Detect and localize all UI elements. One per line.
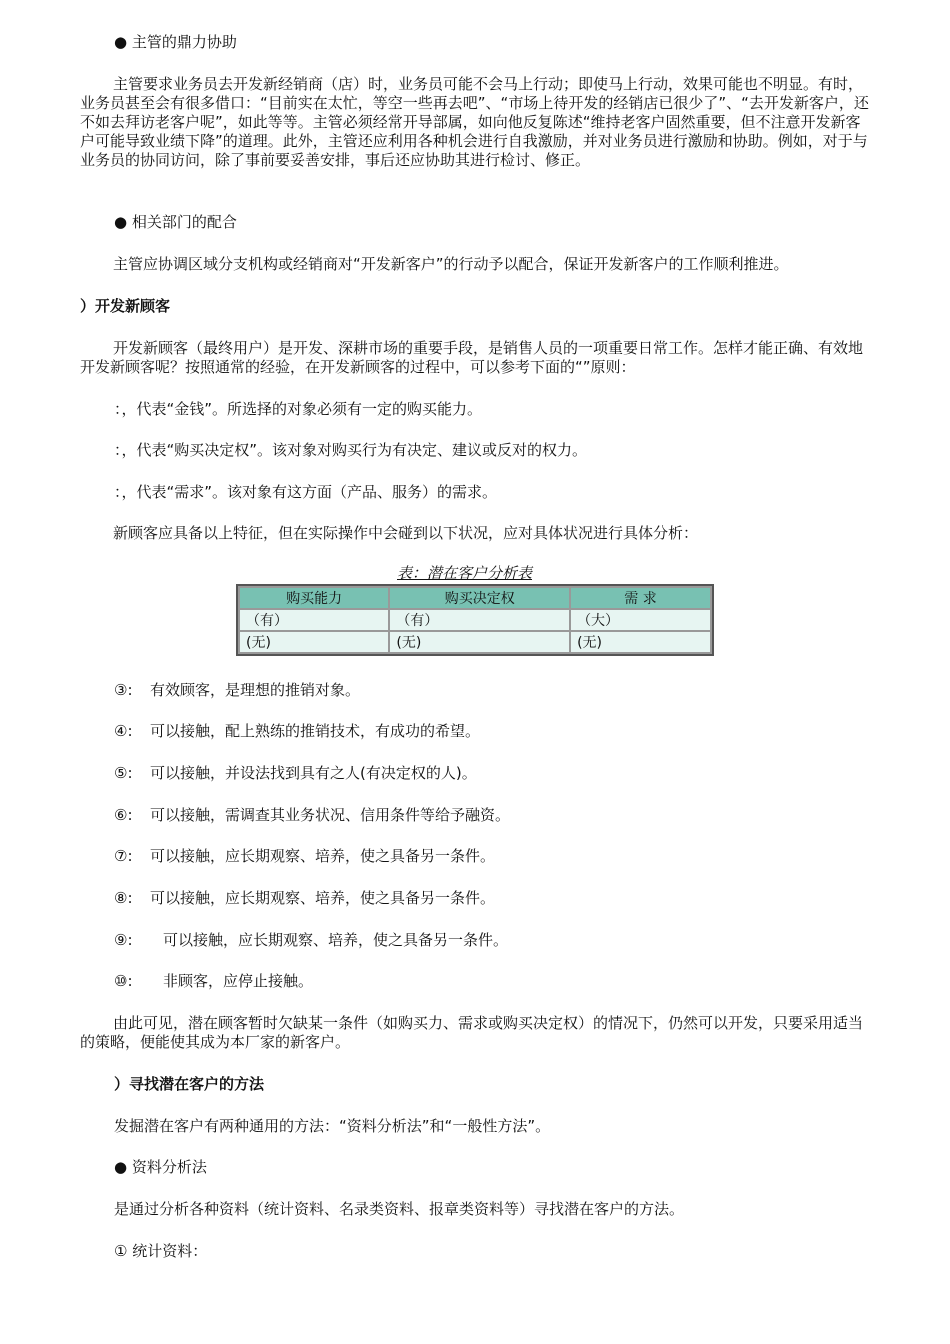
- paragraph-conclusion: 由此可见，潜在顾客暂时欠缺某一条件（如购买力、需求或购买决定权）的情况下，仍然可以开发，只要采用适当的策略，便能使其成为本厂家的新客户。: [80, 1014, 864, 1051]
- case-text: 可以接触，应长期观察、培养，使之具备另一条件。: [150, 889, 496, 907]
- case-number: ⑨:: [114, 931, 133, 949]
- heading-develop-new-customers: ）开发新顾客: [80, 297, 171, 315]
- paragraph-data-analysis-desc: 是通过分析各种资料（统计资料、名录类资料、报章类资料等）寻找潜在客户的方法。: [114, 1200, 685, 1218]
- case-text: 非顾客，应停止接触。: [163, 972, 314, 990]
- bullet-supervisor-assist: ● 主管的鼎力协助: [114, 33, 237, 51]
- table-cell: （有）: [390, 610, 569, 630]
- case-text: 可以接触，并设法找到具有之人(有决定权的人)。: [150, 764, 477, 782]
- table-cell: （大）: [571, 610, 710, 630]
- bullet-data-analysis: ● 资料分析法: [114, 1158, 207, 1176]
- table-caption: 表：潜在客户分析表: [397, 564, 533, 582]
- case-text: 可以接触，需调查其业务状况、信用条件等给予融资。: [150, 806, 511, 824]
- table-cell: (无): [571, 632, 710, 652]
- case-item: [114, 931, 870, 950]
- rule-need: ：，代表“需求”。该对象有这方面（产品、服务）的需求。: [114, 483, 498, 501]
- case-number: ③:: [114, 681, 133, 699]
- case-number: ⑩:: [114, 972, 133, 990]
- table-row: [240, 610, 710, 630]
- case-number: ⑤:: [114, 764, 133, 782]
- case-text: 可以接触，配上熟练的推销技术，有成功的希望。: [150, 722, 481, 740]
- case-item: [114, 972, 870, 991]
- case-text: 有效顾客，是理想的推销对象。: [150, 681, 361, 699]
- heading-find-potential-customers: ）寻找潜在客户的方法: [114, 1075, 265, 1093]
- paragraph-department-cooperation: 主管应协调区域分支机构或经销商对“开发新客户”的行动予以配合，保证开发新客户的工作顺利推进。: [113, 255, 789, 273]
- table-cell: （有）: [240, 610, 388, 630]
- table-cell: (无): [240, 632, 388, 652]
- table-header-cell: 购买决定权: [390, 588, 569, 608]
- case-text: 可以接触，应长期观察、培养，使之具备另一条件。: [150, 847, 496, 865]
- rule-authority: ：，代表“购买决定权”。该对象对购买行为有决定、建议或反对的权力。: [114, 441, 588, 459]
- paragraph-develop-new-customers: 开发新顾客（最终用户）是开发、深耕市场的重要手段，是销售人员的一项重要日常工作。怎样才能正确、有效地开发新顾客呢？按照通常的经验，在开发新顾客的过程中，可以参考下面的“”原则：: [80, 339, 864, 376]
- case-number: ⑦:: [114, 847, 133, 865]
- potential-customer-table: [236, 584, 714, 656]
- case-text: 可以接触，应长期观察、培养，使之具备另一条件。: [163, 931, 509, 949]
- case-number: ⑧:: [114, 889, 133, 907]
- bullet-department-cooperation: ● 相关部门的配合: [114, 213, 237, 231]
- table-row: [240, 632, 710, 652]
- case-number: ④:: [114, 722, 133, 740]
- case-item: [114, 847, 870, 866]
- table-header-row: [240, 588, 710, 608]
- table-header-cell: 购买能力: [240, 588, 388, 608]
- case-item: [114, 806, 870, 825]
- paragraph-supervisor-assist: 主管要求业务员去开发新经销商（店）时，业务员可能不会马上行动；即使马上行动，效果可能也不明显。有时，业务员甚至会有很多借口：“目前实在太忙，等空一些再去吧”、“市场上待开发的经销店已很少了”、“去开发新客户，还不如去拜访老客户呢”，如此等等。主管必须经常开导部属，如向他反复陈述“维持老客户固然重要，但不注意开发新客户可能导致业绩下降”的道理。此外，主管还应利用各种机会进行自我激励，并对业务员进行激励和协助。例如，对于与业务员的协同访问，除了事前要妥善安排，事后还应协助其进行检讨、修正。: [80, 75, 869, 169]
- rule-money: ：，代表“金钱”。所选择的对象必须有一定的购买能力。: [114, 400, 483, 418]
- paragraph-analysis-intro: 新顾客应具备以上特征，但在实际操作中会碰到以下状况，应对具体状况进行具体分析：: [113, 524, 699, 542]
- case-number: ⑥:: [114, 806, 133, 824]
- case-item: [114, 681, 870, 700]
- list-item-statistics: ① 统计资料：: [114, 1242, 208, 1260]
- table-header-cell: 需 求: [571, 588, 710, 608]
- case-item: [114, 889, 870, 908]
- case-item: [114, 764, 870, 783]
- table-cell: (无): [390, 632, 569, 652]
- paragraph-two-methods: 发掘潜在客户有两种通用的方法：“资料分析法”和“一般性方法”。: [114, 1117, 551, 1135]
- case-item: [114, 722, 870, 741]
